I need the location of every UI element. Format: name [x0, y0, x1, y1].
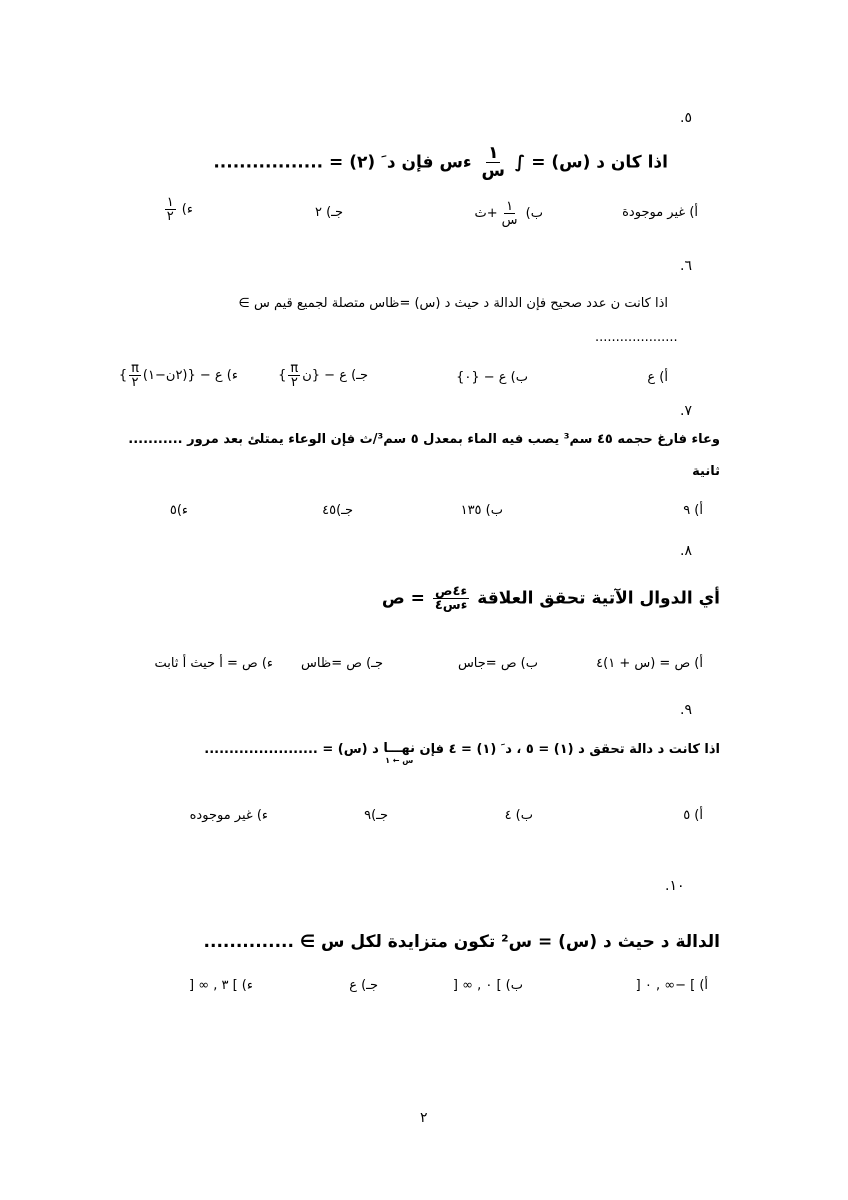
q5-stem-start: اذا كان د (س) = ∫ [508, 152, 668, 173]
q5-option-d[interactable]: ء) $\frac{١}{٢}$ [166, 195, 193, 224]
q7-stem-continued: ثانية [692, 464, 720, 479]
q10-option-d[interactable]: ء) ] ٣ , ∞ [ [189, 978, 253, 993]
q7-stem: وعاء فارغ حجمه ٤٥ سم³ يصب فيه الماء بمعدل ٥ سم³/ث فإن الوعاء يمتلئ بعد مرور ........... [128, 432, 720, 447]
q5-option-a[interactable]: أ) غير موجودة [622, 205, 698, 220]
q10-stem: الدالة د حيث د (س) = س² تكون متزايدة لكل س ∋ .............. [203, 932, 720, 952]
q8-stem: أي الدوال الآتية تحقق العلاقة $\frac{\text{ء٤ص}}{\text{ءس٤}}$ = ص [381, 584, 720, 613]
q6-option-b[interactable]: ب) ع − {٠} [456, 370, 528, 385]
q7-option-a[interactable]: أ) ٩ [683, 503, 703, 518]
q9-limit: نهـــا س ← ١ [383, 741, 416, 765]
q6-answer-dots: .................... [595, 330, 678, 345]
q5-number: .٥ [680, 110, 692, 126]
q10-option-b[interactable]: ب) ] ٠ , ∞ [ [452, 978, 523, 993]
q7-option-c[interactable]: جـ)٤٥ [322, 503, 353, 518]
q8-option-b[interactable]: ب) ص =جاس [457, 656, 538, 671]
q8-option-d[interactable]: ء) ص = أ حيث أ ثابت [154, 656, 273, 671]
q10-option-c[interactable]: جـ) ع [349, 978, 378, 993]
q7-option-b[interactable]: ب) ١٣٥ [460, 503, 503, 518]
q10-option-a[interactable]: أ) ] −∞ , ٠ [ [635, 978, 708, 993]
q5-fraction: $\frac{١}{\text{س}}$ [481, 143, 505, 181]
q8-derivative-fraction: $\frac{\text{ء٤ص}}{\text{ءس٤}}$ [434, 584, 468, 613]
q6-number: .٦ [680, 258, 692, 274]
q9-stem: اذا كانت د دالة تحقق د (١) = ٥ ، د َ (١) = ٤ فإن نهـــا س ← ١ د (س) = ....................... [204, 741, 720, 765]
q6-option-a[interactable]: أ) ع [647, 370, 668, 385]
q5-option-c[interactable]: جـ) ٢ [314, 205, 343, 220]
q6-option-d[interactable]: ء) ع − {(٢ﻥ−١) $\frac{\pi}{٢}$ } [118, 361, 238, 390]
q9-option-d[interactable]: ء) غير موجوده [189, 808, 268, 823]
q6-stem: اذا كانت ﻥ عدد صحيح فإن الدالة د حيث د (س) =ظاس متصلة لجميع قيم س ∋ [238, 296, 668, 311]
page-number: ٢ [420, 1110, 428, 1126]
q7-option-d[interactable]: ء)٥ [169, 503, 188, 518]
q5-stem-end: ءس فإن د َ (٢) = ................. [213, 152, 478, 173]
q8-option-c[interactable]: جـ) ص =ظاس [301, 656, 383, 671]
q9-option-a[interactable]: أ) ٥ [683, 808, 703, 823]
q10-number: .١٠ [665, 878, 685, 894]
q9-option-b[interactable]: ب) ٤ [504, 808, 533, 823]
q7-number: .٧ [680, 403, 692, 419]
q6-option-c[interactable]: جـ) ع − {ﻥ $\frac{\pi}{٢}$ } [278, 361, 368, 390]
q8-number: .٨ [680, 543, 692, 559]
q5-option-b[interactable]: ب) $\frac{١}{\text{س}}$ +ث [474, 199, 543, 228]
q9-option-c[interactable]: جـ)٩ [364, 808, 388, 823]
q8-option-a[interactable]: أ) ص = (س + ١)٤ [596, 656, 703, 671]
q5-stem [213, 145, 668, 180]
q9-number: .٩ [680, 702, 692, 718]
